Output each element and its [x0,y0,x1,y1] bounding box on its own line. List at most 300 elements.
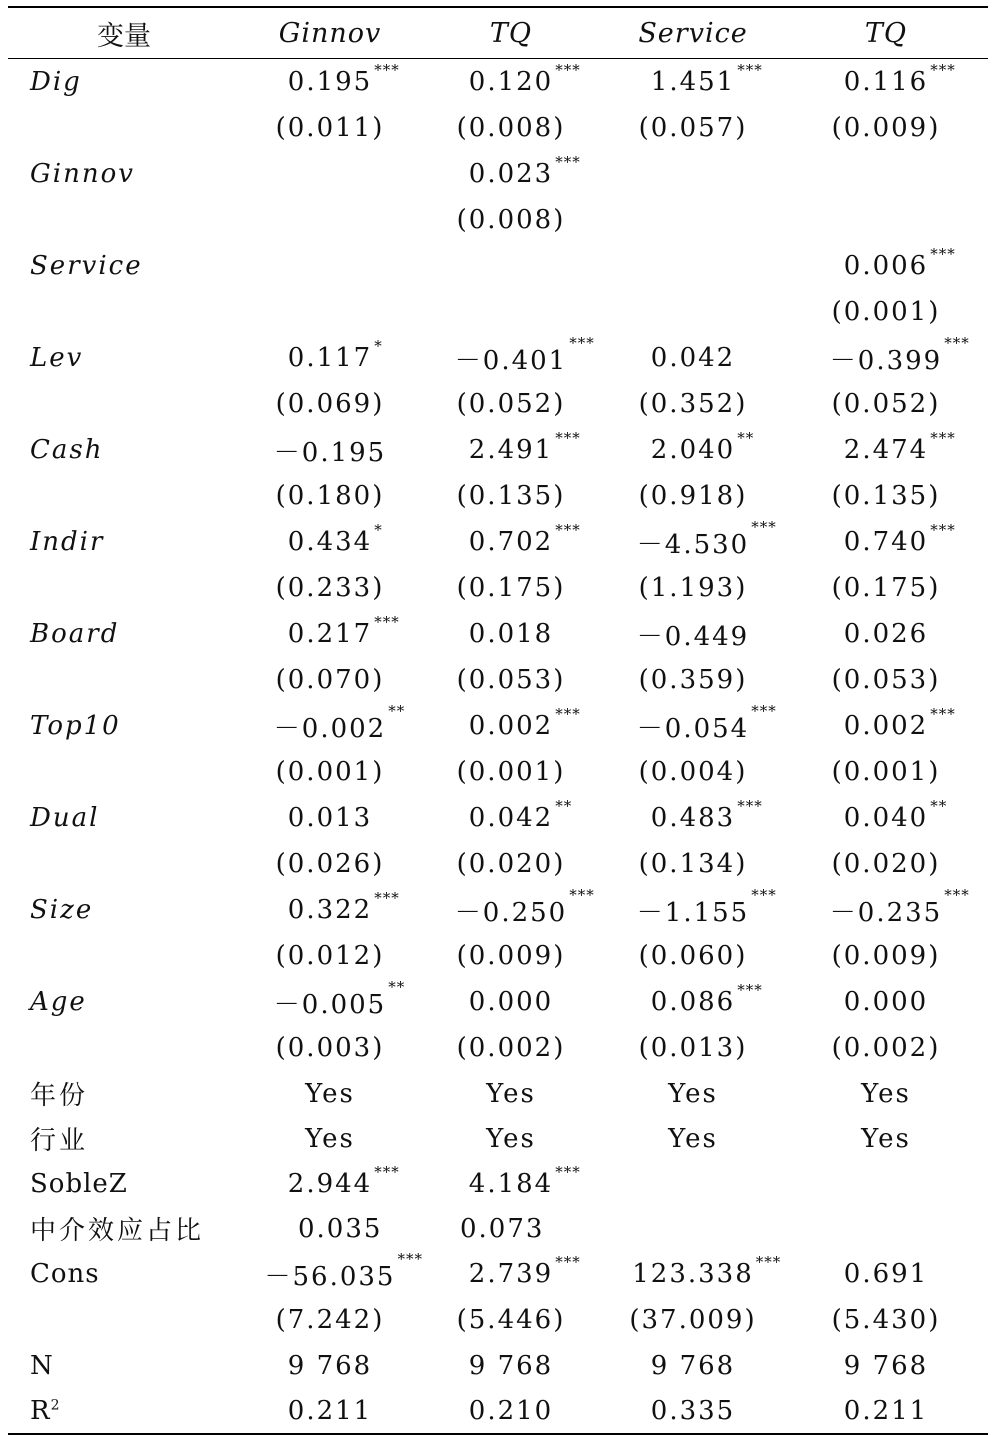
r2-row [8,1388,988,1433]
coef-cell-number: 0.000 [468,987,554,1017]
coef-cell-value [650,429,755,465]
coef-cell [420,59,602,105]
variable-label: Cash [30,435,104,465]
significance-stars: *** [944,885,970,904]
n-label: N [30,1350,54,1381]
coef-cell [420,703,602,749]
coef-cell [602,887,784,933]
coef-cell [784,519,988,565]
empty-cell [8,841,240,887]
coef-cell-number: 0.086 [650,987,736,1017]
coef-row [8,703,988,749]
coef-cell [240,427,420,473]
coef-cell [784,151,988,197]
se-row [8,105,988,151]
coef-cell [420,979,602,1025]
coef-cell-value [843,429,956,465]
variable-label: Dig [30,67,82,97]
coef-cell [784,979,988,1025]
coef-cell-value [273,977,406,1021]
se-row [8,381,988,427]
empty-cell [8,473,240,519]
coef-cell [784,335,988,381]
cons-cell [420,1251,602,1297]
se-row [8,1025,988,1071]
coef-cell [240,795,420,841]
se-cell [240,197,420,243]
coef-cell-value [843,705,956,741]
cons-cell [784,1251,988,1297]
se-cell [602,197,784,243]
variable-label: Lev [30,343,84,373]
coef-cell-value [650,981,763,1017]
se-cell: (5.446) [456,1305,566,1335]
significance-stars: *** [555,521,581,539]
mediation-share-row [8,1206,988,1251]
significance-stars: *** [930,705,956,723]
coef-cell [420,795,602,841]
empty-cell [8,1297,240,1343]
industry-fe-row-label: 行业 [30,1126,89,1156]
coef-cell [420,427,602,473]
table-header [8,8,988,58]
coef-cell-number: －4.530 [636,529,750,560]
coef-cell-number: 2.491 [468,435,554,465]
coef-cell-value [636,701,777,745]
r2-cell: 0.211 [843,1395,929,1426]
significance-stars: *** [397,1249,423,1268]
se-cell [240,289,420,335]
coef-cell-value [468,429,581,465]
fe-cell: Yes [861,1078,911,1109]
coef-cell-value [843,61,956,97]
coef-cell-value [468,153,581,189]
sobel-cell-number: 4.184 [468,1168,554,1199]
se-cell: (0.020) [456,849,566,879]
r2-cell: 0.335 [650,1395,736,1426]
coef-cell-number: 0.002 [468,711,554,741]
significance-stars: *** [569,333,595,352]
coef-cell [602,151,784,197]
se-row [8,749,988,795]
variable-label: Top10 [30,711,121,741]
coef-cell [602,795,784,841]
se-cell: (0.004) [638,757,748,787]
empty-cell [784,1161,988,1206]
coef-cell-value [273,701,406,745]
coef-cell-value [636,517,777,561]
se-cell: (0.001) [831,757,941,787]
empty-cell [8,381,240,427]
coef-cell-number: －0.449 [636,621,750,652]
regression-table-container [8,6,988,1435]
coef-cell [240,59,420,105]
coef-row [8,611,988,657]
coef-cell-number: 0.006 [843,251,929,281]
coef-cell-value [468,705,581,741]
coef-cell [240,611,420,657]
header-col-2: TQ [489,17,533,49]
coef-cell-value [287,61,400,97]
significance-stars: *** [569,885,595,904]
se-cell: (0.352) [638,389,748,419]
coef-cell-value [468,521,581,557]
variable-label: Ginnov [30,159,135,189]
se-cell: (0.070) [275,665,385,695]
coef-cell-number: 0.434 [287,527,373,557]
significance-stars: *** [930,245,956,263]
significance-stars: *** [555,153,581,171]
coef-cell [420,151,602,197]
n-cell: 9 768 [287,1350,373,1381]
n-cell: 9 768 [468,1350,554,1381]
cons-label: Cons [30,1259,100,1289]
coef-cell-number: 2.474 [843,435,929,465]
coef-row [8,243,988,289]
significance-stars: *** [374,889,400,907]
empty-cell [8,197,240,243]
fe-cell: Yes [305,1123,355,1154]
se-cell: (0.002) [456,1033,566,1063]
significance-stars: *** [930,429,956,447]
se-cell [602,289,784,335]
se-cell: (7.242) [275,1305,385,1335]
coef-row [8,335,988,381]
cons-cell-value [632,1253,782,1289]
coef-cell [784,611,988,657]
regression-body [8,59,988,1433]
variable-label: Service [30,251,143,281]
coef-cell-number: 0.000 [843,987,929,1017]
coef-row [8,151,988,197]
coef-cell-number: －0.002 [273,713,387,744]
se-cell: (0.359) [638,665,748,695]
variable-label: Age [30,987,87,1017]
coef-cell [420,243,602,289]
se-cell: (0.001) [831,297,941,327]
coef-row [8,887,988,933]
coef-cell-value [636,885,777,929]
coef-cell-number: －0.401 [454,345,568,376]
significance-stars: *** [737,61,763,79]
coef-cell-value [469,619,553,649]
significance-stars: *** [944,333,970,352]
coef-cell [602,703,784,749]
significance-stars: *** [374,613,400,631]
significance-stars: *** [737,981,763,999]
coef-cell-value [287,521,383,557]
significance-stars: ** [555,797,573,815]
coef-cell-value [454,885,595,929]
variable-label: Indir [30,527,105,557]
coef-cell-value [650,61,763,97]
coef-cell-number: －0.399 [829,345,943,376]
cons-cell [240,1249,423,1297]
coef-cell-number: 0.117 [287,343,373,373]
cons-cell-number: －56.035 [264,1261,396,1292]
fe-cell: Yes [305,1078,355,1109]
significance-stars: *** [751,701,777,720]
coef-cell-number: －0.054 [636,713,750,744]
coef-cell [240,979,420,1025]
coef-cell-number: －0.005 [273,989,387,1020]
header-variable: 变量 [97,20,151,52]
coef-cell [420,335,602,381]
se-cell: (0.009) [831,113,941,143]
coef-cell [240,519,420,565]
se-cell: (0.052) [831,389,941,419]
coef-cell-number: 0.483 [650,803,736,833]
sobel-cell [420,1161,602,1206]
se-cell: (0.069) [275,389,385,419]
cons-row [8,1251,988,1297]
coef-cell [240,887,420,933]
sobel-cell [240,1161,420,1206]
significance-stars: *** [930,521,956,539]
coef-cell-number: 0.195 [287,67,373,97]
cons-cell-value [468,1253,581,1289]
significance-stars: *** [555,1253,581,1271]
empty-cell [8,105,240,151]
coef-row [8,979,988,1025]
se-cell: (0.175) [456,573,566,603]
se-cell: (0.134) [638,849,748,879]
coef-cell-value [843,245,956,281]
se-cell: (0.918) [638,481,748,511]
se-cell: (0.009) [831,941,941,971]
coef-cell [784,59,988,105]
coef-cell-value [274,432,386,469]
coef-cell-value [843,797,948,833]
coef-cell [784,887,988,933]
cons-cell-number: 2.739 [468,1259,554,1289]
se-cell: (0.053) [456,665,566,695]
se-row [8,933,988,979]
se-cell: (0.135) [456,481,566,511]
se-cell: (0.175) [831,573,941,603]
coef-cell-number: 0.002 [843,711,929,741]
significance-stars: *** [555,705,581,723]
coef-row [8,59,988,105]
se-cell: (0.020) [831,849,941,879]
se-cell: (0.053) [831,665,941,695]
se-row [8,841,988,887]
coef-cell [420,611,602,657]
sobel-cell-number: 2.944 [287,1168,373,1199]
coef-cell [240,243,420,289]
variable-label: Size [30,895,94,925]
coef-cell-value [651,343,735,373]
se-cell [420,289,602,335]
se-cell: (0.001) [275,757,385,787]
coef-cell-value [829,333,970,377]
sobel-cell-value [468,1162,581,1199]
coef-cell-value [637,616,749,653]
empty-cell [8,657,240,703]
coef-cell-number: 0.040 [843,803,929,833]
coef-cell-value [650,797,763,833]
coef-cell-number: 1.451 [650,67,736,97]
se-cell: (0.060) [638,941,748,971]
empty-cell [784,1206,988,1251]
r2-label-exponent: 2 [50,1396,61,1413]
se-cell [784,197,988,243]
empty-cell [8,933,240,979]
header-col-4: TQ [864,17,908,49]
significance-stars: *** [555,429,581,447]
r2-label [8,1388,240,1433]
coef-cell-value [469,987,553,1017]
empty-cell [8,289,240,335]
empty-cell [8,1025,240,1071]
empty-cell [8,565,240,611]
mediation-share-label: 中介效应占比 [30,1216,205,1246]
significance-stars: *** [737,797,763,815]
variable-label: Board [30,619,120,649]
sobel-cell-value [287,1162,400,1199]
coef-cell-value [843,521,956,557]
coef-cell-number: 0.026 [843,619,929,649]
coef-row [8,519,988,565]
significance-stars: *** [930,61,956,79]
empty-cell [602,1206,784,1251]
variable-label: Dual [30,803,100,833]
coef-cell-number: 0.120 [468,67,554,97]
fe-cell: Yes [486,1078,536,1109]
cons-se-row [8,1297,988,1343]
se-cell: (0.011) [275,113,385,143]
coef-cell [420,887,602,933]
cons-cell-value [844,1259,928,1289]
se-row [8,197,988,243]
year-fe-row [8,1071,988,1116]
significance-stars: *** [751,517,777,536]
cons-cell-value [264,1249,423,1293]
coef-cell-number: 2.040 [650,435,736,465]
header-col-1: Ginnov [278,17,382,49]
coef-cell-value [844,619,928,649]
se-cell: (0.002) [831,1033,941,1063]
significance-stars: ** [737,429,755,447]
coef-cell-number: 0.013 [287,803,373,833]
coef-cell [602,243,784,289]
coef-cell [602,979,784,1025]
coef-row [8,427,988,473]
sobel-label: SobleZ [30,1168,128,1199]
coef-cell-value [287,613,400,649]
coef-cell [420,519,602,565]
coef-cell-number: 0.702 [468,527,554,557]
coef-cell-value [287,889,400,925]
coef-cell-number: 0.023 [468,159,554,189]
se-cell: (0.052) [456,389,566,419]
se-cell: (0.057) [638,113,748,143]
r2-cell: 0.211 [287,1395,373,1426]
coef-cell [240,703,420,749]
fe-cell: Yes [486,1123,536,1154]
industry-fe-row [8,1116,988,1161]
coef-cell [602,427,784,473]
cons-cell-number: 123.338 [632,1259,754,1289]
regression-table [8,8,988,58]
n-cell: 9 768 [650,1350,736,1381]
coef-cell-number: －1.155 [636,897,750,928]
table-body [8,59,988,1433]
significance-stars: ** [388,701,406,720]
coef-cell-value [288,803,372,833]
empty-cell [602,1161,784,1206]
coef-cell-number: －0.250 [454,897,568,928]
se-row [8,473,988,519]
r2-label-base: R [30,1395,51,1426]
r2-cell: 0.210 [468,1395,554,1426]
significance-stars: *** [751,885,777,904]
coef-cell-value [844,987,928,1017]
coef-cell-number: 0.018 [468,619,554,649]
se-cell: (0.008) [456,113,566,143]
cons-cell [602,1251,784,1297]
significance-stars: ** [930,797,948,815]
coef-cell [602,611,784,657]
se-row [8,657,988,703]
se-cell: (0.013) [638,1033,748,1063]
coef-cell [784,243,988,289]
coef-cell-number: 0.042 [650,343,736,373]
coef-cell-number: 0.217 [287,619,373,649]
fe-cell: Yes [668,1123,718,1154]
significance-stars: *** [755,1253,782,1271]
significance-stars: ** [388,977,406,996]
year-fe-row-label: 年份 [30,1081,89,1111]
coef-cell [602,335,784,381]
empty-cell [8,749,240,795]
se-cell: (0.135) [831,481,941,511]
se-cell: (0.233) [275,573,385,603]
coef-cell [240,151,420,197]
coef-cell-number: 0.116 [843,67,929,97]
coef-cell-value [829,885,970,929]
coef-cell [602,519,784,565]
se-cell: (0.001) [456,757,566,787]
coef-cell-number: －0.235 [829,897,943,928]
coef-cell-value [468,61,581,97]
sobel-row [8,1161,988,1206]
significance-stars: *** [374,61,400,79]
fe-cell: Yes [861,1123,911,1154]
coef-cell-number: －0.195 [273,437,387,468]
coef-cell-number: 0.322 [287,895,373,925]
coef-cell [240,335,420,381]
significance-stars: *** [374,1162,400,1181]
se-row [8,289,988,335]
mediation-share-cell: 0.035 [298,1213,383,1244]
significance-stars: *** [555,61,581,79]
coef-cell [784,795,988,841]
se-cell: (0.012) [275,941,385,971]
n-row [8,1343,988,1388]
se-row [8,565,988,611]
coef-cell [602,59,784,105]
coef-cell-value [468,797,573,833]
coef-cell-number: 0.740 [843,527,929,557]
fe-cell: Yes [668,1078,718,1109]
header-col-3: Service [638,17,748,49]
se-cell: (37.009) [629,1305,757,1335]
significance-stars: * [374,337,383,355]
se-cell: (0.026) [275,849,385,879]
coef-cell-value [454,333,595,377]
coef-row [8,795,988,841]
